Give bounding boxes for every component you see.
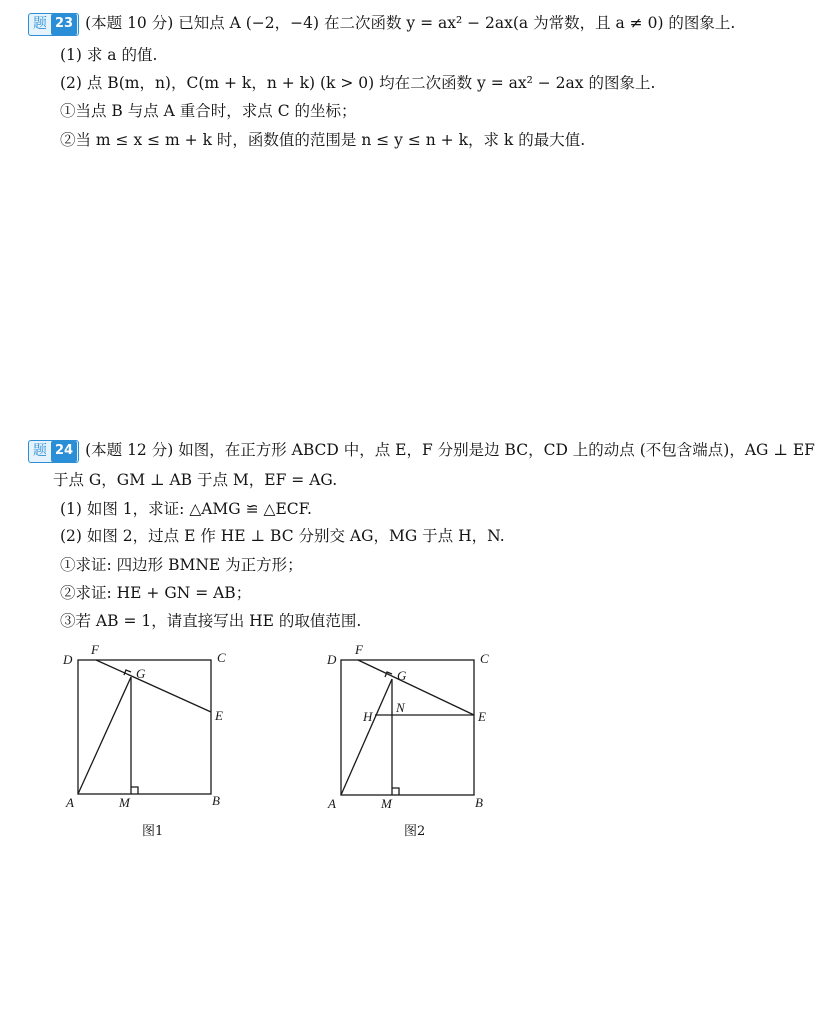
segment-fe <box>358 660 474 715</box>
question-number-badge: 题 23 <box>28 13 79 36</box>
q23-part2: (2) 点 B(m，n)，C(m + k，n + k) (k > 0) 均在二次函数 y = ax² − 2ax 的图象上. <box>60 74 656 92</box>
label-m: M <box>119 795 130 810</box>
label-b: B <box>475 795 483 810</box>
square-abcd <box>341 660 474 795</box>
question-number-badge: 题 24 <box>28 440 79 463</box>
q24-stem-1: (本题 12 分) 如图，在正方形 ABCD 中，点 E，F 分别是边 BC，CD 上的动点 (不包含端点)，AG ⊥ EF <box>85 441 815 459</box>
label-g: G <box>397 668 407 683</box>
q23-stem-line <box>28 12 735 36</box>
figure-2-caption: 图2 <box>404 824 426 839</box>
label-c: C <box>217 650 226 665</box>
label-f: F <box>91 642 99 657</box>
label-f: F <box>355 642 363 657</box>
q24-part1: (1) 如图 1，求证: △AMG ≌ △ECF. <box>60 500 312 518</box>
q24-part2: (2) 如图 2，过点 E 作 HE ⊥ BC 分别交 AG，MG 于点 H，N. <box>60 527 505 545</box>
segment-ag <box>341 679 392 795</box>
q23-part2-2: ②当 m ≤ x ≤ m + k 时，函数值的范围是 n ≤ y ≤ n + k，求 k 的最大值. <box>60 131 586 149</box>
label-a: A <box>328 796 336 811</box>
label-d: D <box>63 652 73 667</box>
q23-part2-1: ①当点 B 与点 A 重合时，求点 C 的坐标； <box>60 102 357 120</box>
label-g: G <box>136 666 146 681</box>
label-c: C <box>480 651 489 666</box>
figure-2 <box>318 642 508 812</box>
segment-ag <box>78 677 131 794</box>
label-h: H <box>363 709 373 724</box>
q23-part1: (1) 求 a 的值. <box>60 46 158 64</box>
label-n: N <box>396 700 405 715</box>
right-angle-mark-m <box>392 788 399 795</box>
q24-part2-3: ③若 AB = 1，请直接写出 HE 的取值范围. <box>60 612 362 630</box>
q24-stem-2: 于点 G，GM ⊥ AB 于点 M，EF = AG. <box>53 471 338 489</box>
label-d: D <box>327 652 337 667</box>
label-a: A <box>66 795 74 810</box>
q24-stem-line <box>28 439 815 463</box>
q24-part2-2: ②求证: HE + GN = AB； <box>60 584 252 602</box>
right-angle-mark-m <box>131 787 138 794</box>
q24-part2-1: ①求证: 四边形 BMNE 为正方形； <box>60 556 303 574</box>
label-m: M <box>381 796 392 811</box>
figure-1 <box>55 642 245 812</box>
figure-1-caption: 图1 <box>142 824 164 839</box>
label-b: B <box>212 793 220 808</box>
label-e: E <box>478 709 486 724</box>
q23-stem: (本题 10 分) 已知点 A (−2，−4) 在二次函数 y = ax² − 2ax(a 为常数，且 a ≠ 0) 的图象上. <box>85 14 736 32</box>
label-e: E <box>215 708 223 723</box>
segment-fe <box>96 660 211 712</box>
